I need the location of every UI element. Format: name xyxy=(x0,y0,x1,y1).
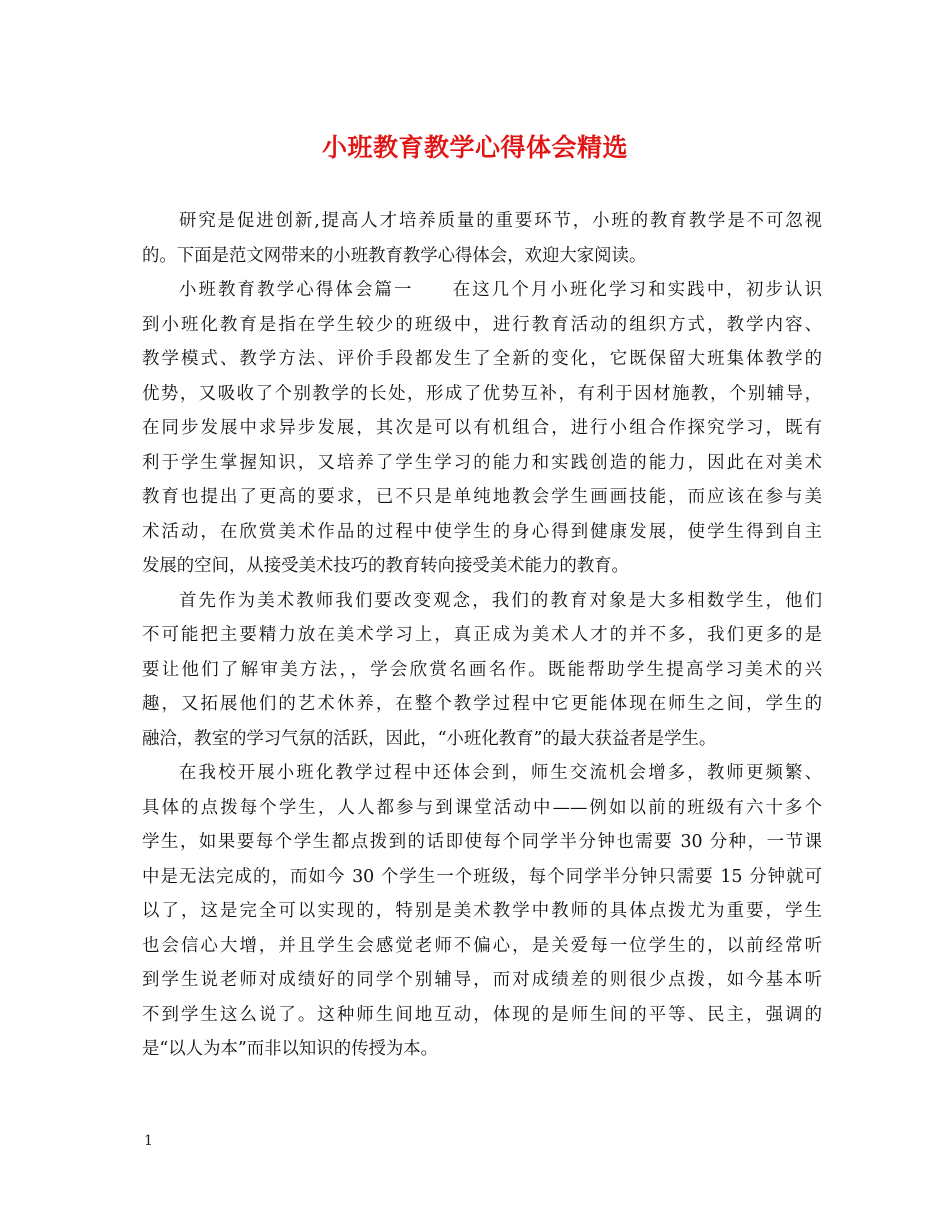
text-line: 研究是促进创新,提高人才培养质量的重要环节，小班的教育教学是不可忽视 xyxy=(179,211,822,231)
text-line: 以了，这是完全可以实现的，特别是美术教学中教师的具体点拨尤为重要，学生 xyxy=(142,901,822,921)
text-line: 要让他们了解审美方法，，学会欣赏名画名作。既能帮助学生提高学习美术的兴 xyxy=(142,659,822,680)
text-line: 的。下面是范文网带来的小班教育教学心得体会，欢迎大家阅读。 xyxy=(142,245,647,266)
text-line: 具体的点拨每个学生，人人都参与到课堂活动中——例如以前的班级有六十多个 xyxy=(142,797,822,818)
text-line: 小班教育教学心得体会篇一 在这几个月小班化学习和实践中，初步认识 xyxy=(179,280,822,300)
text-line: 发展的空间，从接受美术技巧的教育转向接受美术能力的教育。 xyxy=(142,556,629,576)
page-number: 1 xyxy=(144,1133,153,1149)
text-line: 也会信心大增，并且学生会感觉老师不偏心，是关爱每一位学生的，以前经常听 xyxy=(142,935,822,956)
document-title: 小班教育教学心得体会精选 xyxy=(321,133,628,162)
text-line: 利于学生掌握知识，又培养了学生学习的能力和实践创造的能力，因此在对美术 xyxy=(142,452,822,473)
text-line: 是“以人为本”而非以知识的传授为本。 xyxy=(142,1039,439,1059)
text-line: 教学模式、教学方法、评价手段都发生了全新的变化，它既保留大班集体教学的 xyxy=(142,349,822,369)
text-line: 趣，又拓展他们的艺术休养，在整个教学过程中它更能体现在师生之间，学生的 xyxy=(142,694,822,714)
text-line: 教育也提出了更高的要求，已不只是单纯地教会学生画画技能，而应该在参与美 xyxy=(142,487,822,507)
text-line: 中是无法完成的，而如今 30 个学生一个班级，每个同学半分钟只需要 15 分钟就可 xyxy=(142,866,822,887)
text-line: 学生，如果要每个学生都点拨到的话即使每个同学半分钟也需要 30 分种，一节课 xyxy=(142,832,822,852)
document-body xyxy=(142,204,822,1067)
text-line: 首先作为美术教师我们要改变观念，我们的教育对象是大多相数学生，他们 xyxy=(179,590,822,611)
text-line: 到学生说老师对成绩好的同学个别辅导，而对成绩差的则很少点拨，如今基本听 xyxy=(142,970,822,990)
text-line: 融洽，教室的学习气氛的活跃，因此，“小班化教育”的最大获益者是学生。 xyxy=(142,728,717,749)
text-line: 在同步发展中求异步发展，其次是可以有机组合，进行小组合作探究学习，既有 xyxy=(142,418,822,438)
text-line: 到小班化教育是指在学生较少的班级中，进行教育活动的组织方式，教学内容、 xyxy=(142,314,822,335)
text-line: 在我校开展小班化教学过程中还体会到，师生交流机会增多，教师更频繁、 xyxy=(179,763,822,783)
text-line: 术活动，在欣赏美术作品的过程中使学生的身心得到健康发展，使学生得到自主 xyxy=(142,521,822,542)
text-line: 优势，又吸收了个别教学的长处，形成了优势互补，有利于因材施教，个别辅导， xyxy=(142,383,822,404)
text-line: 不可能把主要精力放在美术学习上，真正成为美术人才的并不多，我们更多的是 xyxy=(142,625,822,645)
text-line: 不到学生这么说了。这种师生间地互动，体现的是师生间的平等、民主，强调的 xyxy=(142,1004,822,1025)
